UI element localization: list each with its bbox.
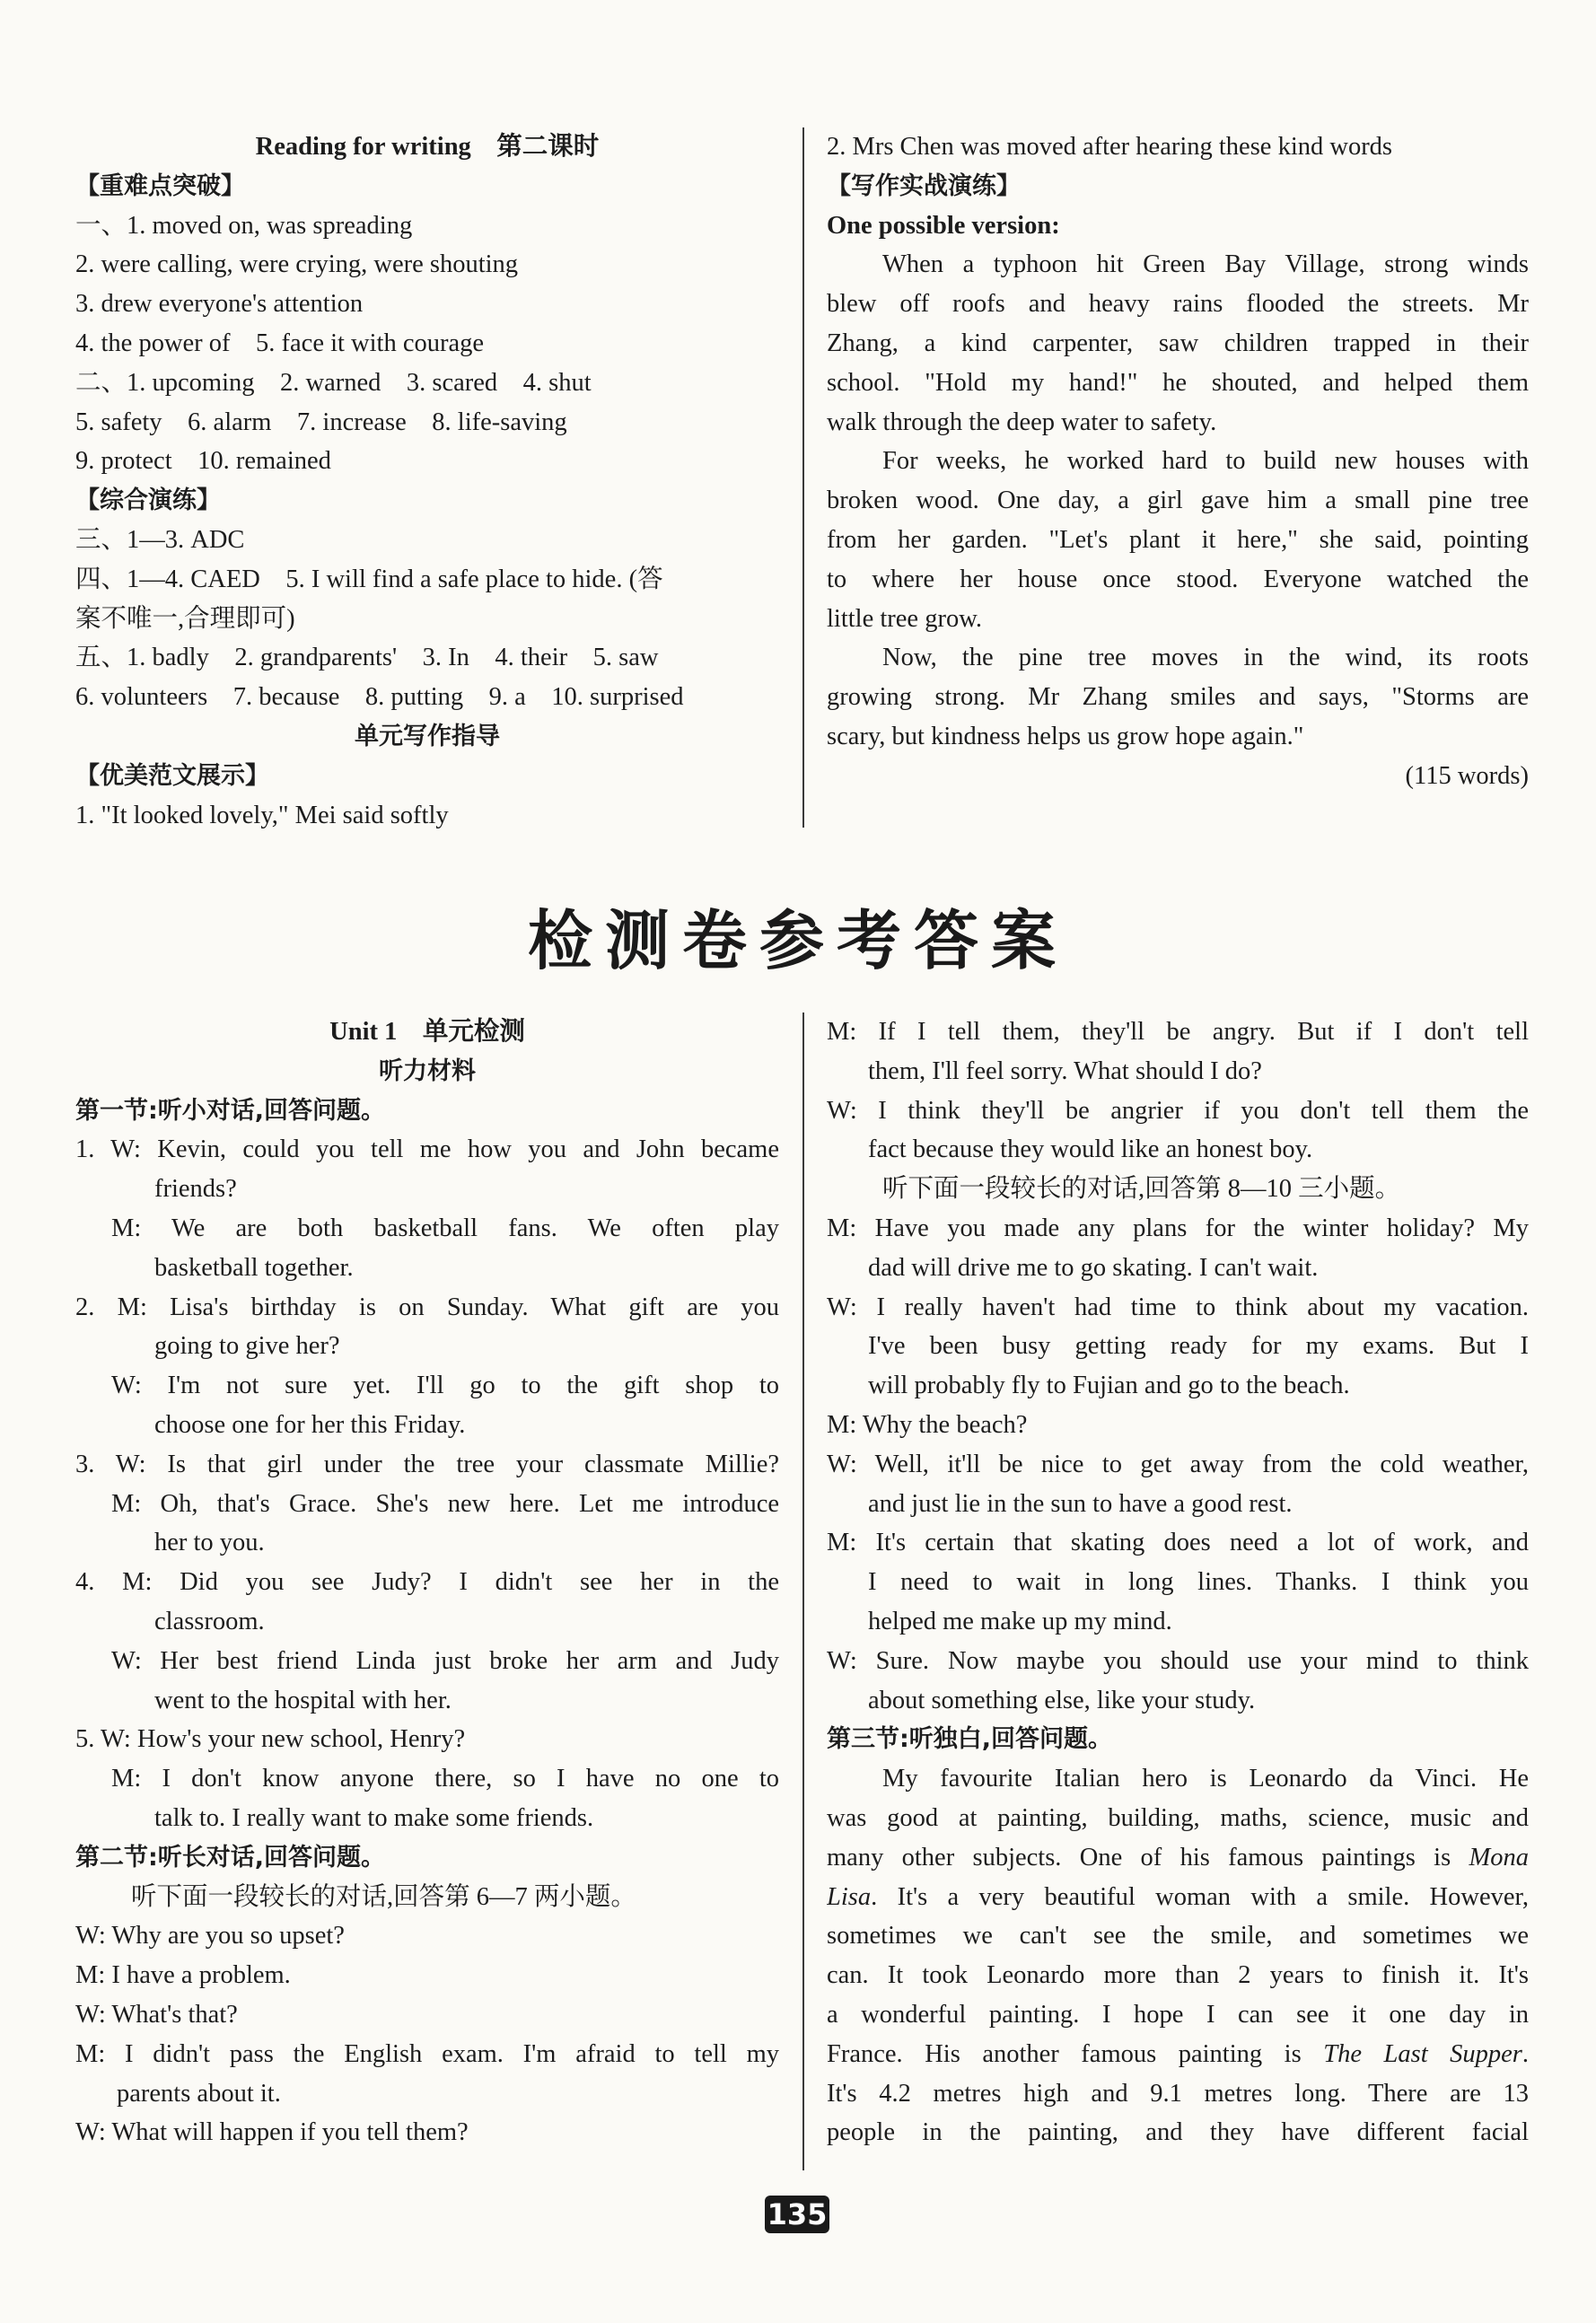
monologue-line: sometimes we can't see the smile, and sometimes we bbox=[827, 1922, 1529, 1950]
dialogue-line: 1. W: Kevin, could you tell me how you and John became bbox=[75, 1135, 779, 1164]
dialogue-line: fact because they would like an honest boy. bbox=[868, 1135, 1313, 1164]
dialogue-line: and just lie in the sun to have a good rest. bbox=[868, 1489, 1293, 1518]
dialogue-line: dad will drive me to go skating. I can't wait. bbox=[868, 1253, 1319, 1282]
dialogue-line: M: Why the beach? bbox=[827, 1410, 1028, 1439]
section-header-practice: 【综合演练】 bbox=[75, 487, 221, 515]
dialogue-line: W: Her best friend Linda just broke her arm and Judy bbox=[111, 1646, 779, 1675]
dialogue-line: W: Well, it'll be nice to get away from the cold weather, bbox=[827, 1450, 1529, 1478]
answer-line: 3. drew everyone's attention bbox=[75, 290, 364, 319]
answer-line: 五、1. badly 2. grandparents' 3. In 4. their 5. saw bbox=[75, 644, 659, 672]
dialogue-line: classroom. bbox=[154, 1607, 265, 1635]
listening-material-title: 听力材料 bbox=[379, 1056, 476, 1085]
dialogue-line: 5. W: How's your new school, Henry? bbox=[75, 1725, 466, 1754]
dialogue-line: went to the hospital with her. bbox=[154, 1686, 452, 1714]
dialogue-line: 2. M: Lisa's birthday is on Sunday. What gift are you bbox=[75, 1293, 779, 1321]
dialogue-line: M: Oh, that's Grace. She's new here. Let me introduce bbox=[111, 1489, 779, 1518]
painting-title-last-supper: The Last Supper bbox=[1323, 2039, 1522, 2068]
monologue-line: It's 4.2 metres high and 9.1 metres long. There are 13 bbox=[827, 2079, 1529, 2108]
bottom-left-column bbox=[75, 1012, 779, 2152]
dialogue-line: M: It's certain that skating does need a lot of work, and bbox=[827, 1529, 1529, 1557]
test-paper-answers-title: 检测卷参考答案 bbox=[527, 902, 1068, 978]
answer-line: 一、1. moved on, was spreading bbox=[75, 211, 413, 240]
dialogue-line: M: I have a problem. bbox=[75, 1961, 291, 1990]
painting-title-lisa: Lisa bbox=[827, 1882, 872, 1911]
answer-line: 2. Mrs Chen was moved after hearing these kind words bbox=[827, 133, 1393, 161]
dialogue-line: M: I don't know anyone there, so I have no one to bbox=[111, 1765, 779, 1793]
answer-line: 四、1—4. CAED 5. I will find a safe place to hide. (答 bbox=[75, 565, 663, 593]
dialogue-line: I've been busy getting ready for my exams. But I bbox=[868, 1332, 1529, 1361]
dialogue-line: 4. M: Did you see Judy? I didn't see her in the bbox=[75, 1568, 779, 1597]
answer-line: 2. were calling, were crying, were shouting bbox=[75, 250, 519, 279]
answer-line: 1. "It looked lovely," Mei said softly bbox=[75, 801, 449, 829]
dialogue-line: about something else, like your study. bbox=[868, 1686, 1256, 1714]
answer-line: 4. the power of 5. face it with courage bbox=[75, 329, 485, 357]
monologue-text: many other subjects. One of his famous paintings is bbox=[827, 1843, 1451, 1872]
dialogue-line: W: I really haven't had time to think about my vacation. bbox=[827, 1293, 1529, 1321]
dialogue-line: W: Sure. Now maybe you should use your mind to think bbox=[827, 1646, 1529, 1675]
dialogue-line: M: We are both basketball fans. We often play bbox=[111, 1214, 779, 1242]
essay-line: For weeks, he worked hard to build new houses with bbox=[882, 447, 1529, 476]
essay-line: school. "Hold my hand!" he shouted, and helped them bbox=[827, 368, 1529, 397]
dialogue-line: M: Have you made any plans for the winter holiday? My bbox=[827, 1214, 1529, 1242]
section-header-writing-practice: 【写作实战演练】 bbox=[827, 171, 1021, 200]
essay-line: Now, the pine tree moves in the wind, its roots bbox=[882, 644, 1529, 672]
answer-line: 6. volunteers 7. because 8. putting 9. a 10. surprised bbox=[75, 683, 684, 712]
monologue-line bbox=[827, 1838, 1529, 1878]
section-header-key-points: 【重难点突破】 bbox=[75, 171, 245, 200]
answer-line: 二、1. upcoming 2. warned 3. scared 4. shut bbox=[75, 368, 592, 397]
dialogue-line: M: If I tell them, they'll be angry. But if I don't tell bbox=[827, 1018, 1529, 1046]
section-header-short-dialogues: 第一节:听小对话,回答问题。 bbox=[75, 1096, 386, 1125]
word-count: (115 words) bbox=[1405, 761, 1529, 790]
answer-line: 5. safety 6. alarm 7. increase 8. life-saving bbox=[75, 408, 567, 436]
essay-line: from her garden. "Let's plant it here," she said, pointing bbox=[827, 525, 1529, 554]
section-header-model-essay: 【优美范文展示】 bbox=[75, 761, 269, 790]
dialogue-line: will probably fly to Fujian and go to the beach. bbox=[868, 1372, 1350, 1400]
monologue-text: . bbox=[1521, 2039, 1529, 2068]
dialogue-line: choose one for her this Friday. bbox=[154, 1410, 466, 1439]
monologue-text: France. His another famous painting is bbox=[827, 2039, 1302, 2068]
unit-writing-guide-title: 单元写作指导 bbox=[355, 722, 500, 750]
dialogue-line: talk to. I really want to make some friends. bbox=[154, 1803, 594, 1832]
section-header-monologue: 第三节:听独白,回答问题。 bbox=[827, 1725, 1113, 1754]
answer-line: 9. protect 10. remained bbox=[75, 447, 331, 476]
dialogue-line: W: I think they'll be angrier if you don't tell them the bbox=[827, 1096, 1529, 1125]
dialogue-line: M: I didn't pass the English exam. I'm afraid to tell my bbox=[75, 2039, 779, 2068]
monologue-line bbox=[827, 1878, 1529, 1917]
monologue-line: was good at painting, building, maths, science, music and bbox=[827, 1803, 1529, 1832]
essay-line: blew off roofs and heavy rains flooded the streets. Mr bbox=[827, 290, 1529, 319]
monologue-text: . It's a very beautiful woman with a smile. However, bbox=[871, 1882, 1529, 1911]
monologue-line: people in the painting, and they have different facial bbox=[827, 2118, 1529, 2147]
section-header-long-dialogues: 第二节:听长对话,回答问题。 bbox=[75, 1843, 386, 1872]
column-divider-bottom bbox=[802, 1012, 804, 2170]
dialogue-line: basketball together. bbox=[154, 1253, 354, 1282]
essay-line: When a typhoon hit Green Bay Village, strong winds bbox=[882, 250, 1529, 279]
dialogue-line: them, I'll feel sorry. What should I do? bbox=[868, 1056, 1262, 1085]
dialogue-line: friends? bbox=[154, 1175, 237, 1204]
answer-line: 案不唯一,合理即可) bbox=[75, 604, 295, 633]
dialogue-line: going to give her? bbox=[154, 1332, 340, 1361]
dialogue-line: parents about it. bbox=[117, 2079, 281, 2108]
top-right-column bbox=[827, 127, 1529, 796]
dialogue-line: her to you. bbox=[154, 1529, 265, 1557]
essay-line: scary, but kindness helps us grow hope again." bbox=[827, 722, 1304, 750]
monologue-line bbox=[827, 2035, 1529, 2074]
bottom-right-column bbox=[827, 1012, 1529, 2152]
version-label: One possible version: bbox=[827, 211, 1060, 240]
dialogue-line: 3. W: Is that girl under the tree your classmate Millie? bbox=[75, 1450, 779, 1478]
dialogue-line: W: Why are you so upset? bbox=[75, 1922, 345, 1950]
dialogue-line: W: I'm not sure yet. I'll go to the gift shop to bbox=[111, 1372, 779, 1400]
essay-line: walk through the deep water to safety. bbox=[827, 408, 1217, 436]
monologue-line: can. It took Leonardo more than 2 years to finish it. It's bbox=[827, 1961, 1529, 1990]
top-left-column bbox=[75, 127, 779, 835]
essay-line: Zhang, a kind carpenter, saw children trapped in their bbox=[827, 329, 1529, 357]
dialogue-line: helped me make up my mind. bbox=[868, 1607, 1172, 1635]
answer-line: 三、1—3. ADC bbox=[75, 525, 245, 554]
painting-title-mona: Mona bbox=[1469, 1843, 1529, 1872]
dialogue-line: I need to wait in long lines. Thanks. I think you bbox=[868, 1568, 1529, 1597]
instruction-line: 听下面一段较长的对话,回答第 6—7 两小题。 bbox=[131, 1882, 636, 1911]
page-number-badge: 135 bbox=[765, 2196, 829, 2233]
dialogue-line: W: What's that? bbox=[75, 2000, 238, 2029]
lesson-title: Reading for writing 第二课时 bbox=[255, 133, 600, 161]
dialogue-line: W: What will happen if you tell them? bbox=[75, 2118, 469, 2147]
essay-line: growing strong. Mr Zhang smiles and says, "Storms are bbox=[827, 683, 1529, 712]
monologue-line: My favourite Italian hero is Leonardo da Vinci. He bbox=[882, 1765, 1529, 1793]
monologue-line: a wonderful painting. I hope I can see it one day in bbox=[827, 2000, 1529, 2029]
column-divider-top bbox=[802, 127, 804, 828]
instruction-line: 听下面一段较长的对话,回答第 8—10 三小题。 bbox=[882, 1175, 1401, 1204]
essay-line: broken wood. One day, a girl gave him a small pine tree bbox=[827, 487, 1529, 515]
essay-line: to where her house once stood. Everyone watched the bbox=[827, 565, 1529, 593]
essay-line: little tree grow. bbox=[827, 604, 983, 633]
unit-test-title: Unit 1 单元检测 bbox=[329, 1018, 525, 1046]
